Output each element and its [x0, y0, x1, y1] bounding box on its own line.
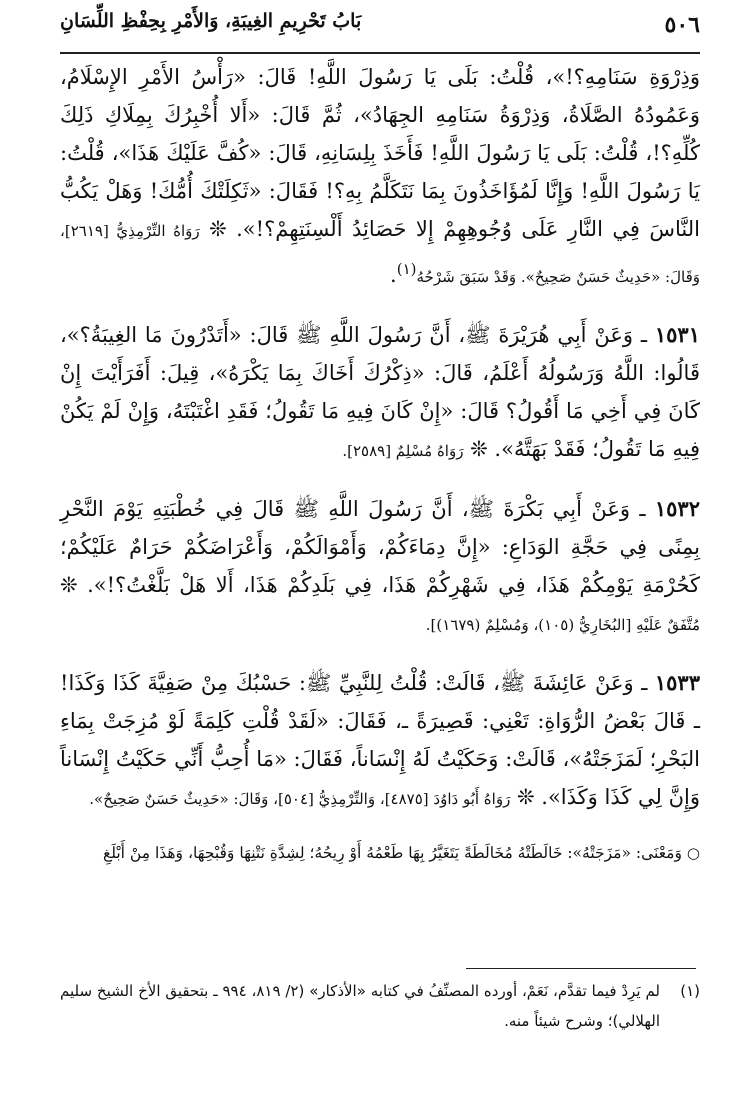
header-rule [60, 52, 700, 54]
paragraph-gap [60, 470, 700, 490]
hadith-1532 [60, 490, 700, 644]
hadith-text: ـ وَعَنْ أَبِي هُرَيْرَةَ ﷺ، أَنَّ رَسُولَ اللَّهِ ﷺ قَالَ: «أَتَدْرُونَ مَا الغِيبَةُ؟»، قَالُوا: اللَّهُ وَرَسُولُهُ أَعْلَمُ، قَالَ: «ذِكْرُكَ أَخَاكَ بِمَا يَكْرَهُ»، قِيلَ: أَفَرَأَيْتَ إِنْ كَانَ فِي أَخِي مَا أَقُولُ؟ قَالَ: «إِنْ كَانَ فِيهِ مَا تَقُولُ؛ فَقَدِ اغْتَبْتَهُ، وَإِنْ لَمْ يَكُنْ فِيهِ مَا تَقُولُ؛ فَقَدْ بَهَتَّهُ». ❊ [60, 323, 700, 461]
footnote-reference: (١) [396, 260, 417, 278]
paragraph-gap [60, 644, 700, 664]
hadith-text: وَذِرْوَةِ سَنَامِهِ؟!»، قُلْتُ: بَلَى يَا رَسُولَ اللَّهِ! قَالَ: «رَأْسُ الأَمْرِ الإِسْلَامُ، وَعَمُودُهُ الصَّلَاةُ، وَذِرْوَةُ سَنَامِهِ الجِهَادُ»، ثُمَّ قَالَ: «أَلا أُخْبِرُكَ بِمِلَاكِ ذَلِكَ كُلِّهِ؟!، قُلْتُ: بَلَى يَا رَسُولَ اللَّهِ! فَأَخَذَ بِلِسَانِهِ، قَالَ: «كُفَّ عَلَيْكَ هَذَا»، قُلْتُ: يَا رَسُولَ اللَّهِ! وَإِنَّا لَمُؤَاخَذُونَ بِمَا نَتَكَلَّمُ بِهِ؟! فَقَالَ: «ثَكِلَتْكَ أُمُّكَ! وَهَلْ يَكُبُّ النَّاسَ فِي النَّارِ عَلَى وُجُوهِهِمْ إِلا حَصَائِدُ أَلْسِنَتِهِمْ؟!». ❊ [60, 65, 700, 241]
hadith-1533 [60, 664, 700, 818]
footnote-row [60, 976, 700, 1036]
hadith-number: ١٥٣١ [654, 322, 700, 347]
footnote-number: (١) [680, 982, 700, 1000]
chapter-title: بَابُ تَحْرِيمِ الغِيبَةِ، وَالأَمْرِ بِحِفْظِ اللِّسَانِ [60, 10, 362, 32]
explanation-text: وَمَعْنَى: «مَزَجَتْهُ»: خَالَطَتْهُ مُخَالَطَةً يَتَغَيَّرُ بِهَا طَعْمُهُ أَوْ رِيحُهُ؛ لِشِدَّةِ نَتْنِهَا وَقُبْحِهَا، وَهَذَا مِنْ أَبْلَغِ [102, 844, 682, 862]
footnote-text: لم يَرِدْ فيما تقدَّم، نَعَمْ، أورده المصنِّفُ في كتابه «الأذكار» (٢/ ٨١٩، ٩٩٤ ـ بتحقيق الأخ الشيخ سليم الهلالي)؛ وشرح شيئاً منه. [60, 982, 660, 1030]
hadith-1530-continuation: وَذِرْوَةِ سَنَامِهِ؟!»، قُلْتُ: بَلَى يَا رَسُولَ اللَّهِ! قَالَ: «رَأْسُ الأَمْرِ الإِسْلَامُ، وَعَمُودُهُ الصَّلَاةُ، وَذِرْوَةُ سَنَامِهِ الجِهَادُ»، ثُمَّ قَالَ: «أَلا أُخْبِرُكَ بِمِلَاكِ ذَلِكَ كُلِّهِ؟!، قُلْتُ: بَلَى يَا رَسُولَ اللَّهِ! فَأَخَذَ بِلِسَانِهِ، قَالَ: «كُفَّ عَلَيْكَ هَذَا»، قُلْتُ: يَا رَسُولَ اللَّهِ! وَإِنَّا لَمُؤَاخَذُونَ بِمَا نَتَكَلَّمُ بِهِ؟! فَقَالَ: «ثَكِلَتْكَ أُمُّكَ! وَهَلْ يَكُبُّ النَّاسَ فِي النَّارِ عَلَى وُجُوهِهِمْ إِلا حَصَائِدُ أَلْسِنَتِهِمْ؟!». ❊ رَوَاهُ التِّرْمِذِيُّ [٢٦١٩]، وَقَالَ: «حَدِيثٌ حَسَنٌ صَحِيحٌ». وَقَدْ سَبَقَ شَرْحُهُ$^{(١)}$. [60, 65, 700, 287]
hadith-number: ١٥٣٢ [654, 496, 700, 521]
paragraph-gap [60, 818, 700, 838]
footnote [60, 976, 700, 1036]
footnote-separator [466, 968, 696, 969]
hadith-source: رَوَاهُ مُسْلِمٌ [٢٥٨٩]. [342, 442, 464, 460]
hadith-source: مُتَّفَقٌ عَلَيْهِ [البُخَارِيُّ (١٠٥)، وَمُسْلِمٌ (١٦٧٩)]. [425, 616, 700, 634]
hadith-text: ـ وَعَنْ عَائِشَةَ ﷺ، قَالَتْ: قُلْتُ لِلنَّبِيِّ ﷺ: حَسْبُكَ مِنْ صَفِيَّةَ كَذَا وَكَذَا! ـ قَالَ بَعْضُ الرُّوَاةِ: تَعْنِي: قَصِيرَةً ـ، فَقَالَ: «لَقَدْ قُلْتِ كَلِمَةً لَوْ مُزِجَتْ بِمَاءِ البَحْرِ؛ لَمَزَجَتْهُ»، قَالَتْ: وَحَكَيْتُ لَهُ إِنْسَاناً، فَقَالَ: «مَا أُحِبُّ أَنِّي حَكَيْتُ إِنْسَاناً وَإِنَّ لِي كَذَا وَكَذَا». ❊ [60, 671, 700, 809]
page-number: ٥٠٦ [664, 12, 700, 38]
paragraph-gap [60, 296, 700, 316]
circle-marker-icon: ○ [686, 844, 700, 862]
hadith-source: رَوَاهُ التِّرْمِذِيُّ [٢٦١٩]، وَقَالَ: «حَدِيثٌ حَسَنٌ صَحِيحٌ». وَقَدْ سَبَقَ شَرْحُهُ [60, 222, 700, 286]
hadith-source: رَوَاهُ أَبُو دَاوُدَ [٤٨٧٥]، وَالتِّرْمِذِيُّ [٥٠٤]، وَقَالَ: «حَدِيثٌ حَسَنٌ صَحِيحٌ». [89, 790, 511, 808]
hadith-number: ١٥٣٣ [654, 670, 700, 695]
hadith-1531 [60, 316, 700, 470]
main-text [60, 58, 700, 868]
hadith-text: ـ وَعَنْ أَبِي بَكْرَةَ ﷺ، أَنَّ رَسُولَ اللَّهِ ﷺ قَالَ فِي خُطْبَتِهِ يَوْمَ النَّحْرِ بِمِنًى فِي حَجَّةِ الوَدَاعِ: «إِنَّ دِمَاءَكُمْ، وَأَمْوَالَكُمْ، وَأَعْرَاضَكُمْ حَرَامٌ عَلَيْكُمْ؛ كَحُرْمَةِ يَوْمِكُمْ هَذَا، فِي شَهْرِكُمْ هَذَا، فِي بَلَدِكُمْ هَذَا، أَلا هَلْ بَلَّغْتُ؟!». ❊ [60, 497, 700, 597]
running-header [60, 8, 700, 48]
explanation-note [60, 838, 700, 868]
